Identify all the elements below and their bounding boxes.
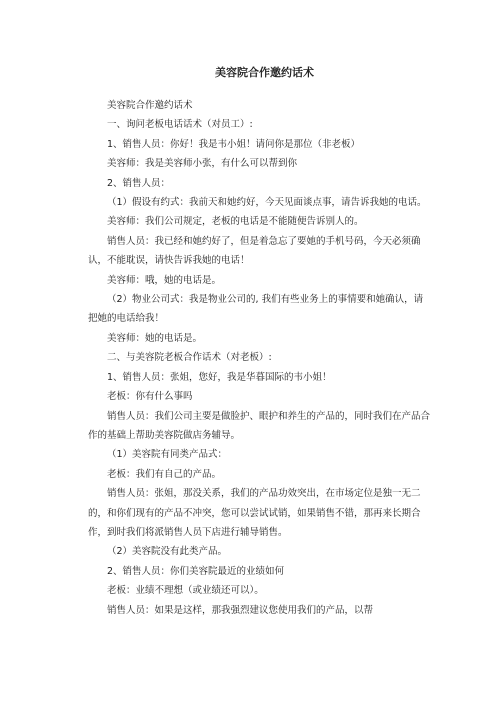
- document-body: [88, 96, 431, 620]
- paragraph: 老板：你有什么事吗: [107, 391, 193, 403]
- paragraph: 2、销售人员：你们美容院最近的业绩如何: [107, 565, 285, 577]
- paragraph: 销售人员：我们公司主要是做脸护、眼护和养生的产品的，同时我们在产品合作的基础上帮助美容院做店务辅导。: [88, 410, 431, 441]
- paragraph: 美容师：她的电话是。: [107, 332, 203, 344]
- paragraph: 销售人员：张姐，那没关系，我们的产品功效突出，在市场定位是独一无二的，和你们现有的产品不冲突，您可以尝试试销，如果销售不错，那再来长期合作，到时我们将派销售人员下店进行辅导销售。: [88, 488, 421, 538]
- paragraph: 美容师：我们公司规定，老板的电话是不能随便告诉别人的。: [107, 216, 364, 228]
- paragraph: 1、销售人员：你好！我是韦小姐！请问你是那位（非老板）: [107, 138, 361, 150]
- paragraph: 老板：业绩不理想（或业绩还可以）。: [107, 585, 264, 597]
- paragraph: 销售人员：如果是这样，那我强烈建议您使用我们的产品，以帮: [107, 604, 374, 616]
- paragraph: 美容师：哦，她的电话是。: [107, 274, 222, 286]
- paragraph: 2、销售人员：: [107, 177, 171, 189]
- document-title: 美容院合作邀约话术: [215, 66, 314, 79]
- paragraph: 1、销售人员：张姐，您好，我是华暮国际的韦小姐！: [107, 371, 332, 383]
- paragraph: 销售人员：我已经和她约好了，但是着急忘了要她的手机号码，今天必须确认，不能耽误，请快告诉我她的电话！: [88, 235, 421, 267]
- paragraph: 二、与美容院老板合作话术（对老板）:: [107, 352, 272, 364]
- paragraph: 老板：我们有自己的产品。: [107, 468, 222, 480]
- paragraph: （2）美容院没有此类产品。: [107, 546, 228, 558]
- paragraph: 美容院合作邀约话术: [107, 100, 193, 111]
- paragraph: （1）美容院有同类产品式：: [107, 449, 228, 461]
- paragraph: （1）假设有约式：我前天和她约好，今天见面谈点事，请告诉我她的电话。: [107, 197, 427, 209]
- paragraph: （2）物业公司式：我是物业公司的, 我们有些业务上的事情要和她确认，请把她的电话给我！: [88, 294, 424, 325]
- paragraph: 美容师：我是美容师小张，有什么可以帮到你: [107, 158, 298, 170]
- paragraph: 一、询问老板电话话术（对员工）:: [107, 119, 253, 131]
